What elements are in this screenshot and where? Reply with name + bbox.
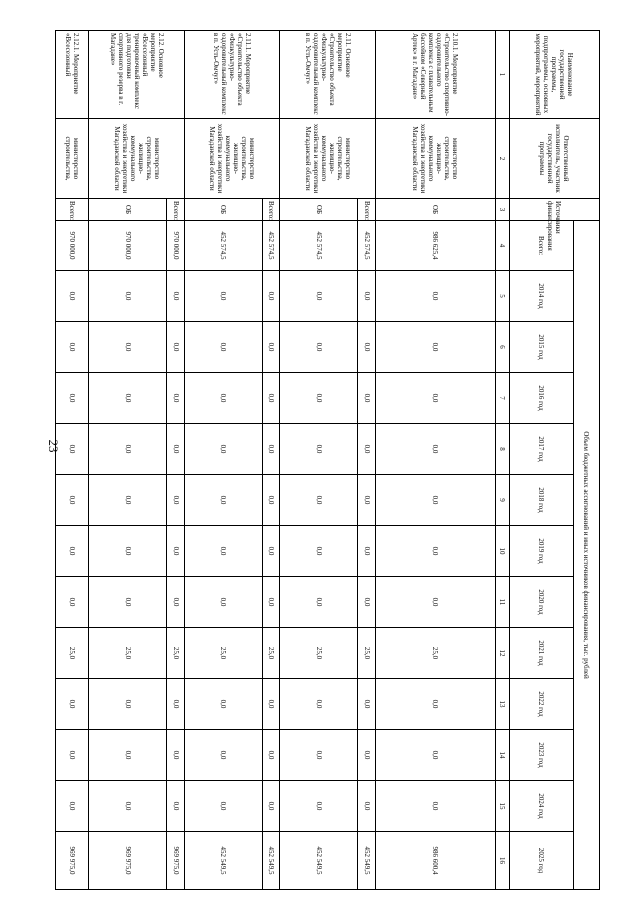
year-value-cell: 0,0 [56, 679, 89, 730]
column-number: 15 [496, 781, 510, 832]
column-number: 16 [496, 832, 510, 890]
year-value-cell: 0,0 [358, 271, 376, 322]
year-value-cell: 0,0 [376, 679, 496, 730]
year-value-cell: 0,0 [376, 577, 496, 628]
year-value-cell: 0,0 [280, 322, 358, 373]
year-value-cell: 0,0 [358, 577, 376, 628]
year-value-cell: 0,0 [56, 424, 89, 475]
table-row [56, 31, 89, 890]
total-cell: 970 000,0 [167, 221, 185, 271]
year-value-cell: 0,0 [262, 730, 280, 781]
funding-source-cell: ОБ [184, 199, 262, 221]
header-year: 2023 год [510, 730, 574, 781]
year-value-cell: 0,0 [376, 526, 496, 577]
year-value-cell: 0,0 [358, 730, 376, 781]
program-name-cell: 2.12. Основное мероприятие «Всесезонный тренировочный комплекс для подготовки спортивного резерва в г. Магадане» [89, 31, 185, 119]
year-value-cell: 25,0 [358, 628, 376, 679]
header-total: Всего: [510, 221, 574, 271]
header-executor: Ответственный исполнитель, участник государственной программы [510, 119, 600, 199]
header-funding-source: Источники финансирования [510, 199, 600, 221]
year-value-cell: 0,0 [376, 322, 496, 373]
year-value-cell: 0,0 [358, 781, 376, 832]
year-value-cell: 452 549,5 [184, 832, 262, 890]
year-value-cell: 0,0 [89, 424, 167, 475]
total-cell: 452 574,5 [358, 221, 376, 271]
year-value-cell: 25,0 [376, 628, 496, 679]
year-value-cell: 0,0 [89, 271, 167, 322]
year-value-cell: 452 549,5 [280, 832, 358, 890]
column-number: 13 [496, 679, 510, 730]
total-cell: 452 574,5 [262, 221, 280, 271]
executor-cell: министерство строительства, [56, 119, 89, 199]
year-value-cell: 0,0 [184, 322, 262, 373]
year-value-cell: 0,0 [167, 679, 185, 730]
funding-source-cell: ОБ [376, 199, 496, 221]
executor-cell: министерство строительства, жилищно-коммунального хозяйства и энергетики Магаданской области [89, 119, 185, 199]
year-value-cell: 0,0 [262, 526, 280, 577]
year-value-cell: 0,0 [89, 730, 167, 781]
year-value-cell: 969 975,0 [89, 832, 167, 890]
header-year: 2015 год [510, 322, 574, 373]
year-value-cell: 0,0 [184, 730, 262, 781]
year-value-cell: 0,0 [56, 373, 89, 424]
column-number: 12 [496, 628, 510, 679]
year-value-cell: 0,0 [184, 577, 262, 628]
year-value-cell: 0,0 [56, 577, 89, 628]
year-value-cell: 0,0 [89, 577, 167, 628]
header-year: 2017 год [510, 424, 574, 475]
year-value-cell: 452 549,5 [358, 832, 376, 890]
executor-cell: министерство строительства, жилищно-коммунального хозяйства и энергетики Магаданской области [280, 119, 376, 199]
total-cell: 452 574,5 [184, 221, 262, 271]
year-value-cell: 0,0 [262, 322, 280, 373]
column-number: 14 [496, 730, 510, 781]
year-value-cell: 0,0 [376, 730, 496, 781]
year-value-cell: 0,0 [280, 475, 358, 526]
table-row [358, 31, 376, 890]
column-number: 7 [496, 373, 510, 424]
year-value-cell: 0,0 [184, 475, 262, 526]
year-value-cell: 0,0 [262, 373, 280, 424]
funding-source-cell: ОБ [89, 199, 167, 221]
table-row [376, 31, 496, 890]
year-value-cell: 0,0 [167, 475, 185, 526]
year-value-cell: 0,0 [56, 322, 89, 373]
year-value-cell: 0,0 [89, 322, 167, 373]
header-year: 2014 год [510, 271, 574, 322]
year-value-cell: 0,0 [280, 271, 358, 322]
total-cell: 970 000,0 [89, 221, 167, 271]
year-value-cell: 0,0 [376, 475, 496, 526]
header-year: 2020 год [510, 577, 574, 628]
year-value-cell: 0,0 [184, 679, 262, 730]
header-year: 2022 год [510, 679, 574, 730]
year-value-cell: 0,0 [358, 679, 376, 730]
year-value-cell: 0,0 [280, 424, 358, 475]
year-value-cell: 0,0 [358, 322, 376, 373]
year-value-cell: 25,0 [56, 628, 89, 679]
column-number: 4 [496, 221, 510, 271]
year-value-cell: 452 549,5 [262, 832, 280, 890]
year-value-cell: 25,0 [167, 628, 185, 679]
funding-source-cell: Всего: [262, 199, 280, 221]
year-value-cell: 25,0 [262, 628, 280, 679]
header-year: 2021 год [510, 628, 574, 679]
year-value-cell: 0,0 [280, 577, 358, 628]
year-value-cell: 0,0 [184, 271, 262, 322]
column-number: 8 [496, 424, 510, 475]
header-year: 2024 год [510, 781, 574, 832]
table-row [167, 31, 185, 890]
funding-source-cell: Всего: [167, 199, 185, 221]
year-value-cell: 0,0 [376, 424, 496, 475]
program-name-cell: 2.11.1. Мероприятие «Строительство объекта «Физкультурно-оздоровительный комплекс в п. Усть-Омчуг» [184, 31, 280, 119]
year-value-cell: 0,0 [167, 271, 185, 322]
year-value-cell: 0,0 [376, 781, 496, 832]
column-number: 11 [496, 577, 510, 628]
year-value-cell: 0,0 [376, 373, 496, 424]
table-row [262, 31, 280, 890]
year-value-cell: 25,0 [89, 628, 167, 679]
funding-source-cell: ОБ [280, 199, 358, 221]
column-number: 1 [496, 31, 510, 119]
column-number: 3 [496, 199, 510, 221]
column-number: 9 [496, 475, 510, 526]
year-value-cell: 0,0 [184, 424, 262, 475]
year-value-cell: 0,0 [262, 781, 280, 832]
year-value-cell: 0,0 [56, 730, 89, 781]
year-value-cell: 0,0 [376, 271, 496, 322]
year-value-cell: 0,0 [184, 373, 262, 424]
budget-table [55, 30, 600, 890]
program-name-cell: 2.10.1. Мероприятие «Строительство спортивно-оздоровительного комплекса с плавательным бассейном «Северный Артек» в г. Магадане» [376, 31, 496, 119]
year-value-cell: 0,0 [89, 526, 167, 577]
year-value-cell: 0,0 [358, 526, 376, 577]
total-cell: 452 574,5 [280, 221, 358, 271]
rotated-page [55, 30, 600, 890]
year-value-cell: 0,0 [56, 526, 89, 577]
program-name-cell: 2.11. Основное мероприятие «Строительство объекта «Физкультурно-оздоровительный комплекс в п. Усть-Омчуг» [280, 31, 376, 119]
year-value-cell: 25,0 [184, 628, 262, 679]
year-value-cell: 0,0 [89, 373, 167, 424]
header-year: 2025 год [510, 832, 574, 890]
year-value-cell: 0,0 [167, 526, 185, 577]
year-value-cell: 0,0 [167, 424, 185, 475]
year-value-cell: 0,0 [184, 526, 262, 577]
year-value-cell: 0,0 [280, 781, 358, 832]
executor-cell: министерство строительства, жилищно-коммунального хозяйства и энергетики Магаданской области [376, 119, 496, 199]
year-value-cell: 0,0 [167, 577, 185, 628]
header-funding-group: Объем бюджетных ассигнований и иных источников финансирования, тыс. рублей [574, 221, 600, 890]
page-number: 23 [46, 439, 61, 453]
year-value-cell: 0,0 [167, 322, 185, 373]
year-value-cell: 969 975,0 [167, 832, 185, 890]
year-value-cell: 986 600,4 [376, 832, 496, 890]
column-number: 10 [496, 526, 510, 577]
year-value-cell: 0,0 [262, 679, 280, 730]
total-cell: 986 625,4 [376, 221, 496, 271]
year-value-cell: 0,0 [262, 424, 280, 475]
year-value-cell: 0,0 [184, 781, 262, 832]
header-program-name: Наименование государственной программы, подпрограммы, основных мероприятий, мероприятий [510, 31, 600, 119]
year-value-cell: 0,0 [167, 730, 185, 781]
year-value-cell: 0,0 [89, 679, 167, 730]
year-value-cell: 0,0 [167, 373, 185, 424]
header-year: 2019 год [510, 526, 574, 577]
header-year: 2018 год [510, 475, 574, 526]
year-value-cell: 0,0 [280, 679, 358, 730]
program-name-cell: 2.12.1. Мероприятие «Всесезонный [56, 31, 89, 119]
year-value-cell: 0,0 [89, 475, 167, 526]
header-year: 2016 год [510, 373, 574, 424]
year-value-cell: 0,0 [280, 373, 358, 424]
year-value-cell: 0,0 [167, 781, 185, 832]
executor-cell: министерство строительства, жилищно-коммунального хозяйства и энергетики Магаданской области [184, 119, 280, 199]
year-value-cell: 25,0 [280, 628, 358, 679]
year-value-cell: 0,0 [280, 730, 358, 781]
year-value-cell: 969 975,0 [56, 832, 89, 890]
year-value-cell: 0,0 [56, 271, 89, 322]
funding-source-cell: Всего: [56, 199, 89, 221]
funding-source-cell: Всего: [358, 199, 376, 221]
year-value-cell: 0,0 [262, 577, 280, 628]
year-value-cell: 0,0 [56, 475, 89, 526]
year-value-cell: 0,0 [358, 424, 376, 475]
year-value-cell: 0,0 [358, 373, 376, 424]
total-cell: 970 000,0 [56, 221, 89, 271]
year-value-cell: 0,0 [262, 271, 280, 322]
column-number: 2 [496, 119, 510, 199]
year-value-cell: 0,0 [262, 475, 280, 526]
column-number: 6 [496, 322, 510, 373]
year-value-cell: 0,0 [56, 781, 89, 832]
year-value-cell: 0,0 [280, 526, 358, 577]
column-number: 5 [496, 271, 510, 322]
year-value-cell: 0,0 [89, 781, 167, 832]
year-value-cell: 0,0 [358, 475, 376, 526]
